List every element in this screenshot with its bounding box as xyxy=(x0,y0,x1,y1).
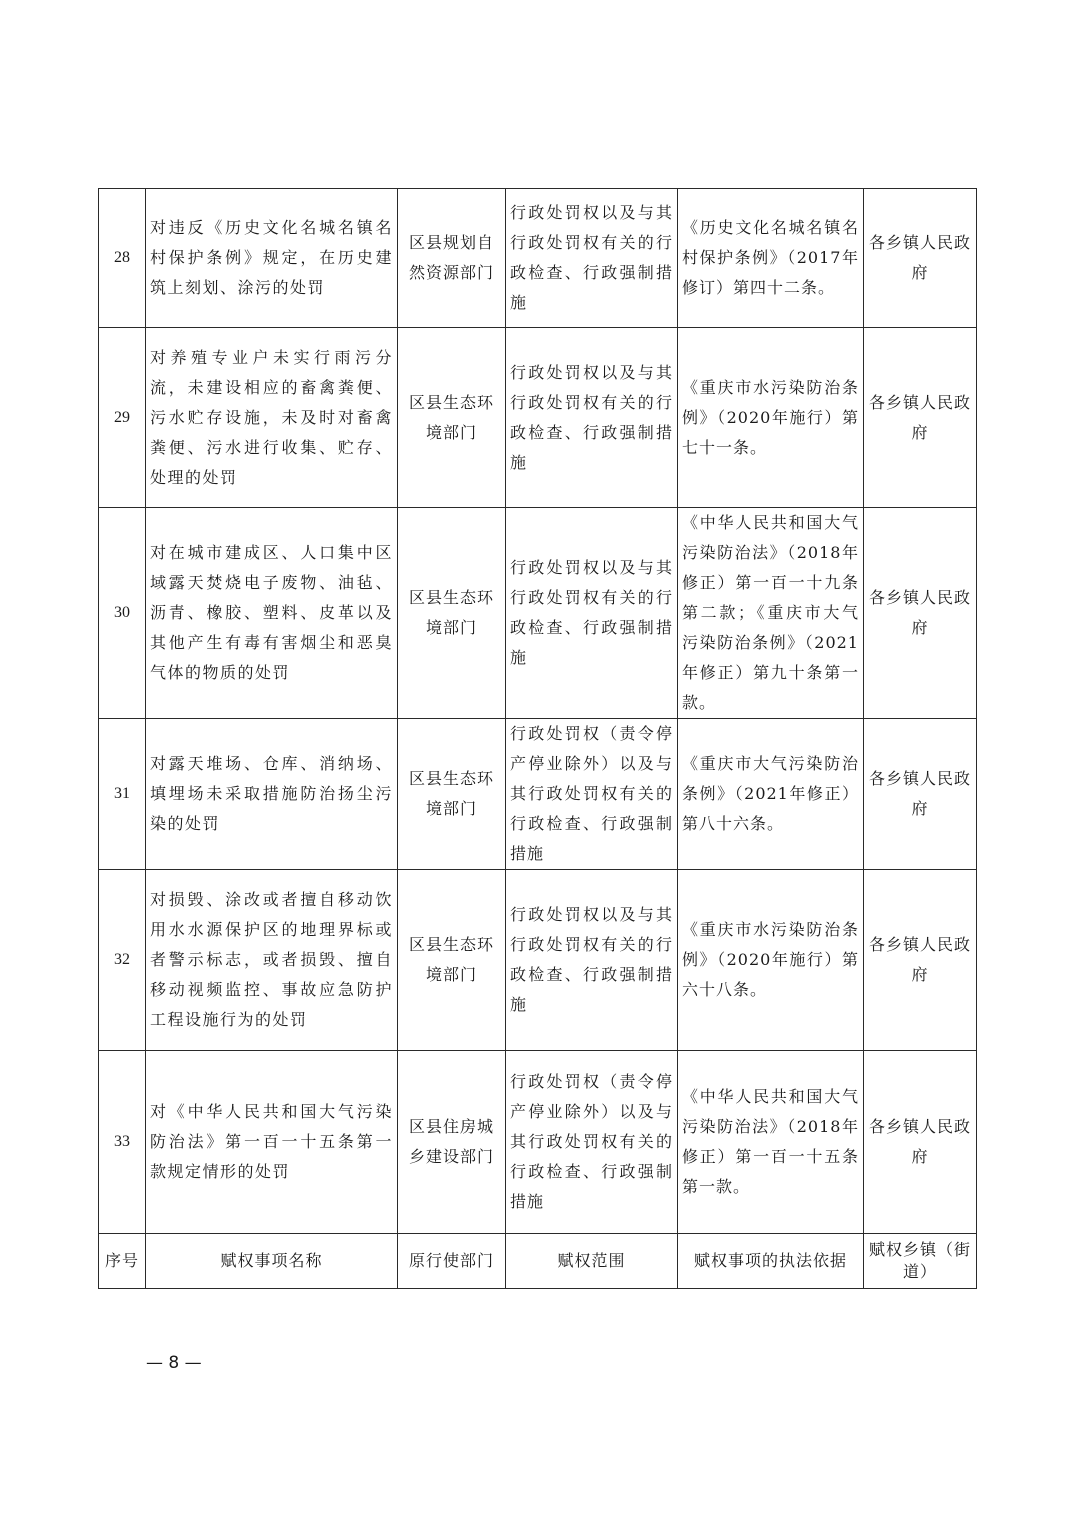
empowerment-scope: 行政处罚权以及与其行政处罚权有关的行政检查、行政强制措施 xyxy=(506,508,678,719)
empowered-town: 各乡镇人民政府 xyxy=(864,328,977,508)
item-name: 对养殖专业户未实行雨污分流，未建设相应的畜禽粪便、污水贮存设施，未及时对畜禽粪便、污水进行收集、贮存、处理的处罚 xyxy=(146,328,398,508)
row-number: 28 xyxy=(99,189,146,328)
header-number: 序号 xyxy=(99,1234,146,1289)
legal-basis: 《中华人民共和国大气污染防治法》（2018年修正）第一百一十五条第一款。 xyxy=(678,1051,864,1234)
row-number: 32 xyxy=(99,870,146,1051)
table-row xyxy=(99,719,977,870)
row-number: 29 xyxy=(99,328,146,508)
page-number: — 8 — xyxy=(146,1353,202,1373)
original-department: 区县生态环境部门 xyxy=(398,508,506,719)
legal-basis: 《历史文化名城名镇名村保护条例》（2017年修订）第四十二条。 xyxy=(678,189,864,328)
empowerment-scope: 行政处罚权以及与其行政处罚权有关的行政检查、行政强制措施 xyxy=(506,328,678,508)
empowered-town: 各乡镇人民政府 xyxy=(864,1051,977,1234)
header-scope: 赋权范围 xyxy=(506,1234,678,1289)
row-number: 30 xyxy=(99,508,146,719)
table-row xyxy=(99,508,977,719)
table-row xyxy=(99,328,977,508)
header-department: 原行使部门 xyxy=(398,1234,506,1289)
original-department: 区县生态环境部门 xyxy=(398,870,506,1051)
table-row xyxy=(99,1051,977,1234)
original-department: 区县规划自然资源部门 xyxy=(398,189,506,328)
empowered-town: 各乡镇人民政府 xyxy=(864,870,977,1051)
original-department: 区县生态环境部门 xyxy=(398,328,506,508)
empowered-town: 各乡镇人民政府 xyxy=(864,719,977,870)
row-number: 31 xyxy=(99,719,146,870)
table-row xyxy=(99,870,977,1051)
item-name: 对《中华人民共和国大气污染防治法》第一百一十五条第一款规定情形的处罚 xyxy=(146,1051,398,1234)
table-row xyxy=(99,189,977,328)
empowerment-scope: 行政处罚权（责令停产停业除外）以及与其行政处罚权有关的行政检查、行政强制措施 xyxy=(506,719,678,870)
item-name: 对露天堆场、仓库、消纳场、填埋场未采取措施防治扬尘污染的处罚 xyxy=(146,719,398,870)
item-name: 对损毁、涂改或者擅自移动饮用水水源保护区的地理界标或者警示标志，或者损毁、擅自移动视频监控、事故应急防护工程设施行为的处罚 xyxy=(146,870,398,1051)
original-department: 区县生态环境部门 xyxy=(398,719,506,870)
original-department: 区县住房城乡建设部门 xyxy=(398,1051,506,1234)
item-name: 对违反《历史文化名城名镇名村保护条例》规定，在历史建筑上刻划、涂污的处罚 xyxy=(146,189,398,328)
empowerment-scope: 行政处罚权以及与其行政处罚权有关的行政检查、行政强制措施 xyxy=(506,189,678,328)
empowered-town: 各乡镇人民政府 xyxy=(864,189,977,328)
empowered-town: 各乡镇人民政府 xyxy=(864,508,977,719)
legal-basis: 《重庆市水污染防治条例》（2020年施行）第七十一条。 xyxy=(678,328,864,508)
item-name: 对在城市建成区、人口集中区域露天焚烧电子废物、油毡、沥青、橡胶、塑料、皮革以及其他产生有毒有害烟尘和恶臭气体的物质的处罚 xyxy=(146,508,398,719)
header-town: 赋权乡镇（街道） xyxy=(864,1234,977,1289)
empowerment-scope: 行政处罚权（责令停产停业除外）以及与其行政处罚权有关的行政检查、行政强制措施 xyxy=(506,1051,678,1234)
header-item-name: 赋权事项名称 xyxy=(146,1234,398,1289)
legal-basis: 《重庆市大气污染防治条例》（2021年修正）第八十六条。 xyxy=(678,719,864,870)
legal-basis: 《中华人民共和国大气污染防治法》（2018年修正）第一百一十九条第二款；《重庆市大气污染防治条例》（2021年修正）第九十条第一款。 xyxy=(678,508,864,719)
row-number: 33 xyxy=(99,1051,146,1234)
table-header-row xyxy=(99,1234,977,1289)
header-basis: 赋权事项的执法依据 xyxy=(678,1234,864,1289)
legal-basis: 《重庆市水污染防治条例》（2020年施行）第六十八条。 xyxy=(678,870,864,1051)
empowerment-table xyxy=(98,188,977,1289)
empowerment-scope: 行政处罚权以及与其行政处罚权有关的行政检查、行政强制措施 xyxy=(506,870,678,1051)
